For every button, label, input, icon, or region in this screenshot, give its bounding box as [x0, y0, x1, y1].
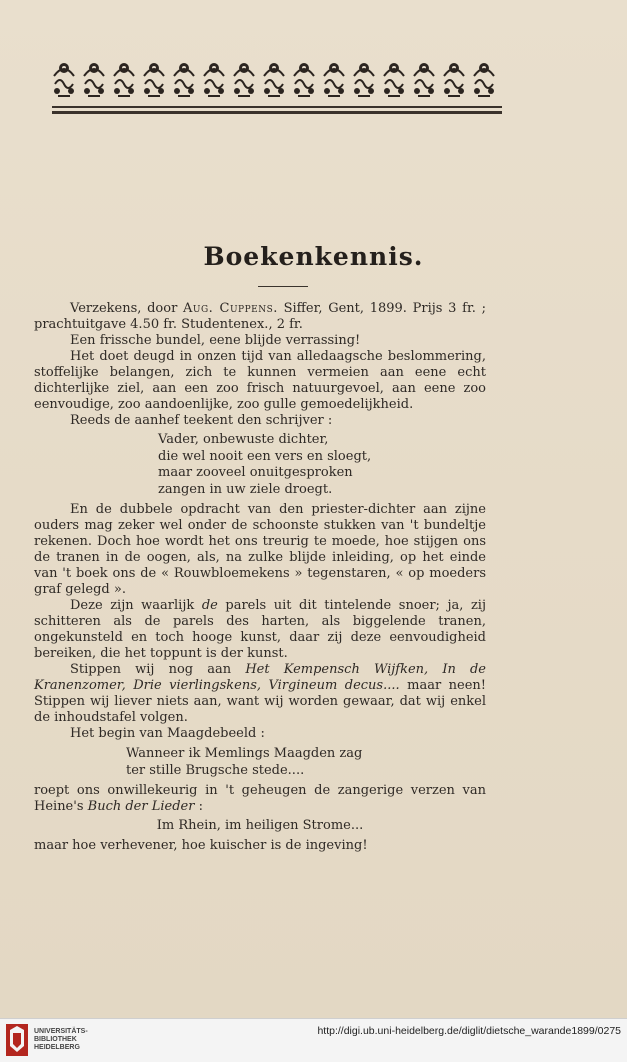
paragraph: Stippen wij nog aan Het Kempensch Wijfken, In de Kranenzomer, Drie vierlingskens, Virgineum decus.... maar neen! Stippen wij liever niets aan, want wij worden gewaar, dat wij enkel de inhoudstafel volgen. — [34, 662, 487, 725]
verse-line: maar zooveel onuitgesproken — [158, 465, 353, 480]
verse-line: ter stille Brugsche stede.... — [126, 762, 305, 778]
paragraph: Het begin van Maagdebeeld : — [70, 726, 265, 741]
review-text — [34, 301, 486, 854]
paragraph: Een frissche bundel, eene blijde verrassing! — [70, 333, 361, 348]
verse-line: Vader, onbewuste dichter, — [158, 432, 329, 447]
library-name: UNIVERSITÄTS- BIBLIOTHEK HEIDELBERG — [34, 1028, 88, 1051]
paragraph: Deze zijn waarlijk de parels uit dit tintelende snoer; ja, zij schitteren als de parels des harten, als biggelende tranen, ongekunsteld en toch hooge kunst, daar zij deze eenvoudigheid bereiken, die het toppunt is der kunst. — [34, 598, 486, 661]
title-divider — [258, 286, 308, 287]
viewer-footer — [0, 1018, 627, 1062]
decorative-header-ornament — [52, 58, 502, 120]
verse-line: Im Rhein, im heiligen Strome... — [156, 818, 364, 833]
verse-line: zangen in uw ziele droegt. — [158, 481, 333, 497]
university-library-logo-icon[interactable] — [6, 1024, 28, 1056]
paragraph: maar hoe verhevener, hoe kuischer is de ingeving! — [34, 837, 368, 853]
paragraph: Reeds de aanhef teekent den schrijver : — [70, 413, 333, 428]
verse-line: Wanneer ik Memlings Maagden zag — [126, 746, 363, 761]
permalink-url[interactable]: http://digi.ub.uni-heidelberg.de/diglit/dietsche_warande1899/0275 — [317, 1025, 621, 1037]
paragraph: roept ons onwillekeurig in 't geheugen de zangerige verzen van Heine's Buch der Lieder : — [34, 783, 486, 814]
paragraph-citation: Verzekens, door Aug. Cuppens. Siffer, Gent, 1899. Prijs 3 fr. ; prachtuitgave 4.50 fr. Studentenex., 2 fr. — [34, 301, 486, 332]
verse-line: die wel nooit een vers en sloegt, — [158, 448, 372, 464]
page-title: Boekenkennis. — [203, 242, 424, 271]
paragraph: En de dubbele opdracht van den priester-dichter aan zijne ouders mag zeker wel onder de schoonste stukken van 't bundeltje rekenen. Doch hoe wordt het ons treurig te moede, hoe stijgen ons de tranen in de oogen, als, na zulke blijde inleiding, op het einde van 't boek ons de « Rouwbloemekens » tegenstaren, « op moeders graf gelegd ». — [34, 502, 486, 597]
paragraph: Het doet deugd in onzen tijd van alledaagsche beslommering, stoffelijke belangen, zich te kunnen vermeien aan eene echt dichterlijke ziel, aan een zoo frisch natuurgevoel, aan eene zoo eenvoudige, zoo aandoenlijke, zoo gulle gemoedelijkheid. — [34, 349, 486, 412]
